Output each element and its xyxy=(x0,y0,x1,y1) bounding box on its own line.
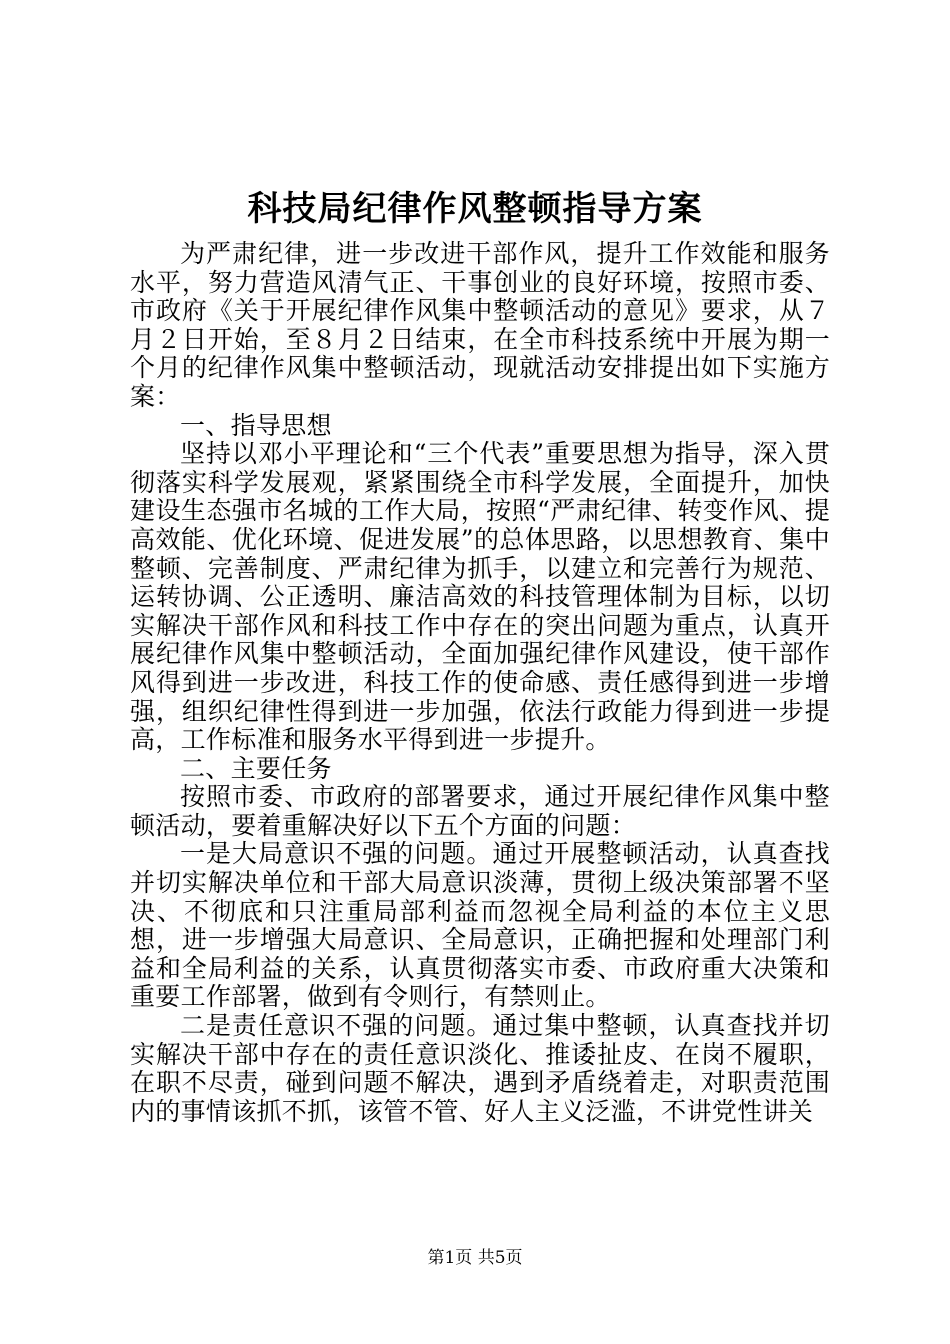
page-number-footer: 第1页 共5页 xyxy=(427,1248,523,1268)
intro-paragraph: 为严肃纪律，进一步改进干部作风，提升工作效能和服务水平，努力营造风清气正、干事创业的良好环境，按照市委、市政府《关于开展纪律作风集中整顿活动的意见》要求，从７月２日开始，至８月２日结束，在全市科技系统中开展为期一个月的纪律作风集中整顿活动，现就活动安排提出如下实施方案： xyxy=(130,239,830,411)
task-one-paragraph: 一是大局意识不强的问题。通过开展整顿活动，认真查找并切实解决单位和干部大局意识淡薄，贯彻上级决策部署不坚决、不彻底和只注重局部利益而忽视全局利益的本位主义思想，进一步增强大局意识、全局意识，正确把握和处理部门利益和全局利益的关系，认真贯彻落实市委、市政府重大决策和重要工作部署，做到有令则行，有禁则止。 xyxy=(130,839,830,1012)
section-heading-main-tasks: 二、主要任务 xyxy=(180,753,332,783)
document-body xyxy=(130,240,830,1126)
main-tasks-intro-paragraph: 按照市委、市政府的部署要求，通过开展纪律作风集中整顿活动，要着重解决好以下五个方面的问题： xyxy=(130,782,830,840)
guiding-ideology-paragraph: 坚持以邓小平理论和“三个代表”重要思想为指导，深入贯彻落实科学发展观，紧紧围绕全市科学发展，全面提升，加快建设生态强市名城的工作大局，按照“严肃纪律、转变作风、提高效能、优化环境、促进发展”的总体思路，以思想教育、集中整顿、完善制度、严肃纪律为抓手，以建立和完善行为规范、运转协调、公正透明、廉洁高效的科技管理体制为目标，以切实解决干部作风和科技工作中存在的突出问题为重点，认真开展纪律作风集中整顿活动，全面加强纪律作风建设，使干部作风得到进一步改进，科技工作的使命感、责任感得到进一步增强，组织纪律性得到进一步加强，依法行政能力得到进一步提高，工作标准和服务水平得到进一步提升。 xyxy=(130,439,830,755)
document-title: 科技局纪律作风整顿指导方案 xyxy=(247,189,703,229)
section-heading-guiding-ideology: 一、指导思想 xyxy=(180,410,332,440)
task-two-paragraph: 二是责任意识不强的问题。通过集中整顿，认真查找并切实解决干部中存在的责任意识淡化、推诿扯皮、在岗不履职，在职不尽责，碰到问题不解决，遇到矛盾绕着走，对职责范围内的事情该抓不抓，该管不管、好人主义泛滥，不讲党性讲关 xyxy=(130,1011,830,1126)
